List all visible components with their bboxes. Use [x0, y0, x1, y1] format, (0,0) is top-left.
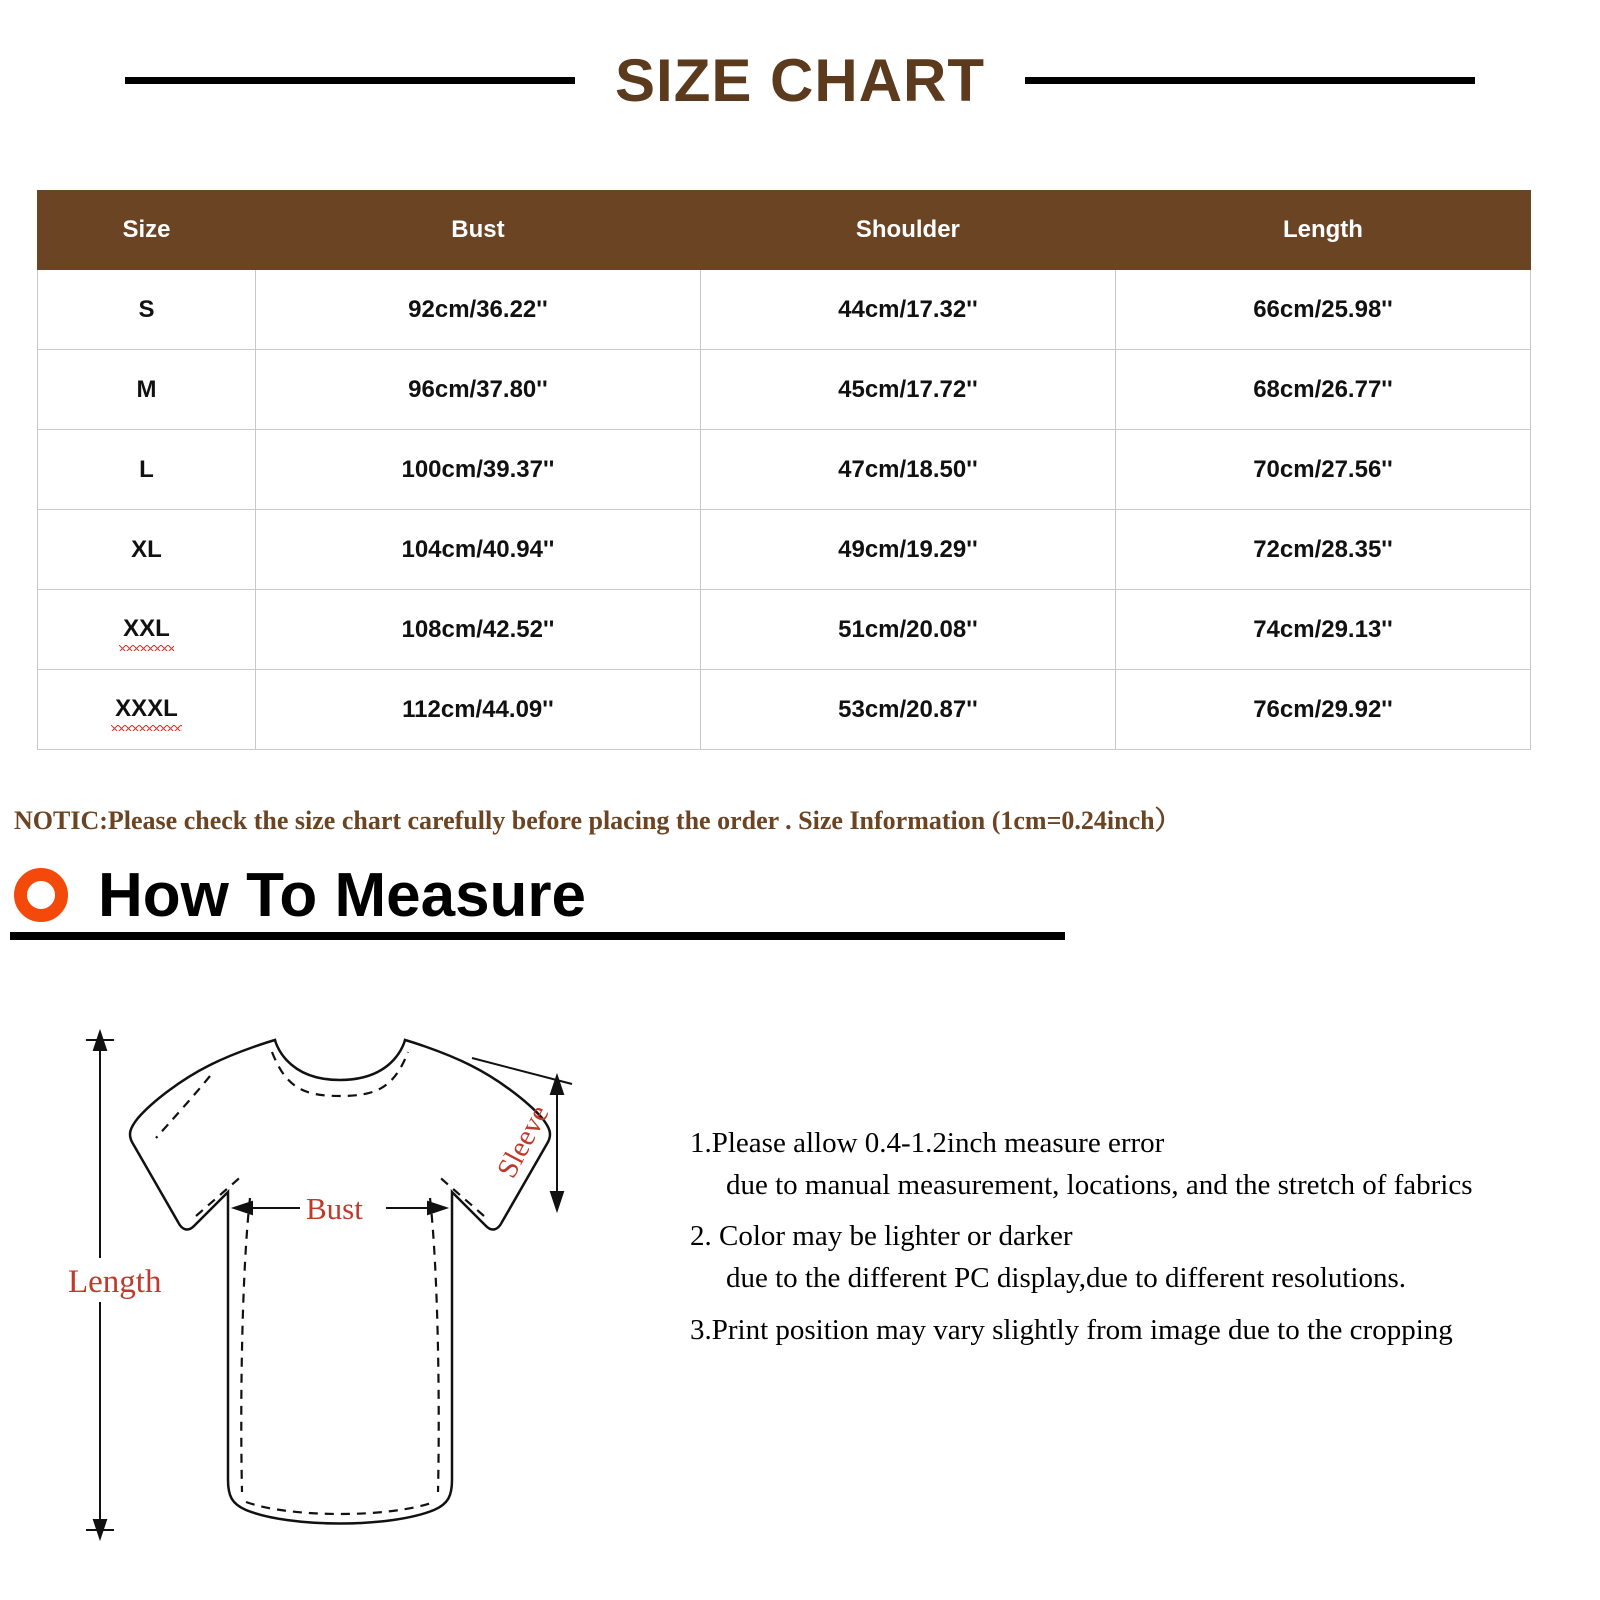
note-item: 3.Print position may vary slightly from image due to the cropping: [690, 1313, 1453, 1346]
cell-size-text: XXL: [123, 615, 170, 645]
cell-bust: 112cm/44.09'': [255, 670, 700, 750]
sleeve-label: Sleeve: [490, 1100, 556, 1184]
cell-size: M: [38, 350, 256, 430]
how-to-measure-rule: [10, 932, 1065, 940]
cell-bust: 104cm/40.94'': [255, 510, 700, 590]
table-row: [38, 350, 1531, 430]
table-row: [38, 590, 1531, 670]
bust-label: Bust: [306, 1191, 363, 1226]
note-item: 2. Color may be lighter or darker: [690, 1220, 1073, 1253]
title-rule-right: [1025, 77, 1475, 84]
size-chart-table: [37, 190, 1531, 750]
cell-length: 74cm/29.13'': [1115, 590, 1530, 670]
table-row: [38, 670, 1531, 750]
cell-shoulder: 51cm/20.08'': [700, 590, 1115, 670]
cell-shoulder: 53cm/20.87'': [700, 670, 1115, 750]
ring-bullet-icon: [14, 868, 68, 922]
cell-length: 68cm/26.77'': [1115, 350, 1530, 430]
tshirt-outline: [130, 1040, 550, 1524]
cell-length: 66cm/25.98'': [1115, 270, 1530, 350]
cell-length: 76cm/29.92'': [1115, 670, 1530, 750]
cell-shoulder: 44cm/17.32'': [700, 270, 1115, 350]
how-to-measure-heading: [14, 855, 1114, 935]
table-header-row: [38, 191, 1531, 270]
column-header-shoulder: Shoulder: [700, 191, 1115, 270]
table-row: [38, 510, 1531, 590]
cell-size: S: [38, 270, 256, 350]
note-item: due to the different PC display,due to different resolutions.: [726, 1262, 1407, 1295]
cell-length: 70cm/27.56'': [1115, 430, 1530, 510]
page-title-row: [0, 40, 1600, 120]
column-header-length: Length: [1115, 191, 1530, 270]
tshirt-stitch-lines: [156, 1052, 484, 1514]
cell-size: [38, 590, 256, 670]
column-header-bust: Bust: [255, 191, 700, 270]
cell-bust: 100cm/39.37'': [255, 430, 700, 510]
cell-shoulder: 47cm/18.50'': [700, 430, 1115, 510]
cell-shoulder: 49cm/19.29'': [700, 510, 1115, 590]
note-item: 1.Please allow 0.4-1.2inch measure error: [690, 1127, 1165, 1159]
size-notice-text: NOTIC:Please check the size chart carefully before placing the order . Size Information (1cm=0.24inch）: [14, 806, 1181, 835]
title-rule-left: [125, 77, 575, 84]
cell-bust: 96cm/37.80'': [255, 350, 700, 430]
size-chart-table-wrapper: [37, 190, 1531, 750]
note-item: due to manual measurement, locations, and the stretch of fabrics: [726, 1168, 1473, 1201]
cell-bust: 108cm/42.52'': [255, 590, 700, 670]
tshirt-measure-diagram: [60, 1010, 660, 1570]
cell-size: [38, 670, 256, 750]
table-row: [38, 430, 1531, 510]
length-label: Length: [68, 1264, 162, 1300]
column-header-size: Size: [38, 191, 256, 270]
how-to-measure-title: How To Measure: [98, 860, 587, 930]
cell-bust: 92cm/36.22'': [255, 270, 700, 350]
cell-shoulder: 45cm/17.72'': [700, 350, 1115, 430]
cell-length: 72cm/28.35'': [1115, 510, 1530, 590]
cell-size: L: [38, 430, 256, 510]
cell-size: XL: [38, 510, 256, 590]
measurement-notes: [690, 1125, 1570, 1349]
cell-size-text: XXXL: [115, 695, 178, 725]
table-row: [38, 270, 1531, 350]
page-title: SIZE CHART: [615, 46, 985, 114]
tshirt-diagram-svg: [60, 1010, 660, 1570]
